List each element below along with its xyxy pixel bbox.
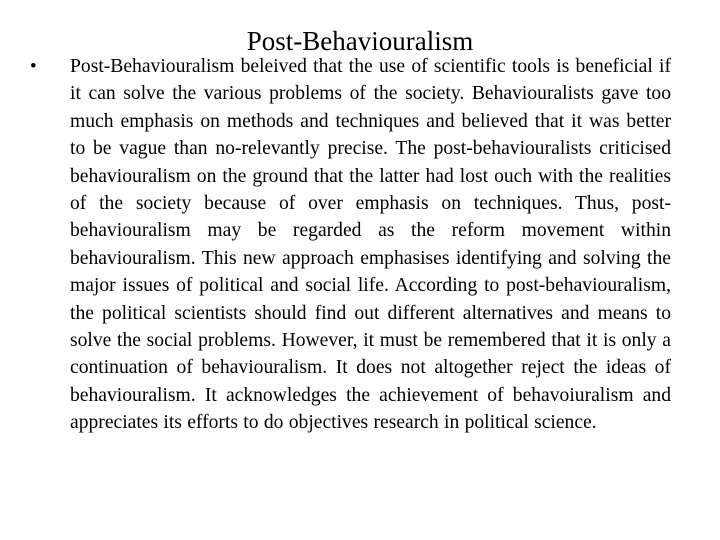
bullet-paragraph: Post-Behaviouralism beleived that the use of scientific tools is beneficial if it can solve the various problems of the society. Behaviouralists gave too much emphasis on methods and techniques and believed that it was better to be vague than no-relevantly precise. The post-behaviouralists criticised behaviouralism on the ground that the latter had lost ouch with the realities of the society because of over emphasis on techniques. Thus, post-behaviouralism may be regarded as the reform movement within behaviouralism. This new approach emphasises identifying and solving the major issues of political and social life. According to post-behaviouralism, the political scientists should find out different alternatives and means to solve the social problems. However, it must be remembered that it is only a continuation of behaviouralism. It does not altogether reject the ideas of behaviouralism. It acknowledges the achievement of behavoiuralism and appreciates its efforts to do objectives research in political science.	[70, 56, 671, 434]
slide-title: Post-Behaviouralism	[246, 26, 474, 56]
bullet-icon: •	[30, 56, 37, 77]
